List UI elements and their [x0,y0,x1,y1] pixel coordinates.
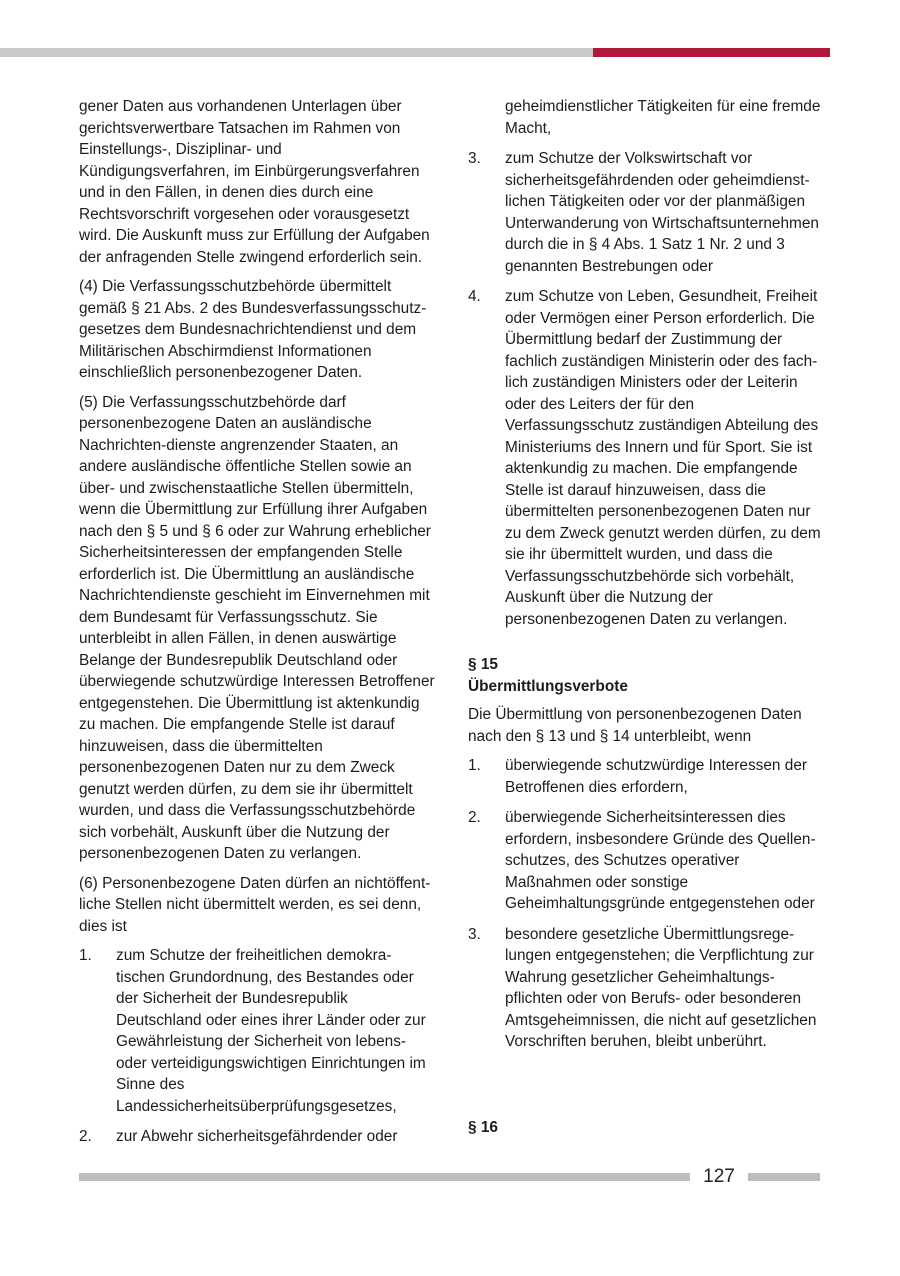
list-item [79,1126,435,1148]
list-text: überwiegende Sicherheitsinteressen dies erfordern, insbesondere Gründe des Quellenschutzes, des Schutzes operativer Maßnahmen oder sonstige Geheimhaltungsgründe entgegenstehen oder [505,809,816,912]
left-column [79,96,435,1157]
list-item [468,286,824,630]
list-item [468,148,824,277]
footer-rule-right [748,1173,820,1181]
paragraph-4: (4) Die Verfassungsschutzbehörde übermittelt gemäß § 21 Abs. 2 des Bundesverfassungsschutzgesetzes dem Bundesnachrichtendienst und dem Militärischen Abschirmdienst Informationen einschließlich personenbezogener Daten. [79,278,427,381]
section-16-heading: § 16 [468,1119,498,1136]
list-text: überwiegende schutzwürdige Interessen der Betroffenen dies erfordern, [505,757,808,796]
list-number: 2. [79,1128,92,1145]
list-item-continuation: geheimdienstlicher Tätigkeiten für eine fremde Macht, [505,98,821,137]
paragraph-continuation: gener Daten aus vorhandenen Unterlagen über gerichtsverwertbare Tatsachen im Rahmen von Einstellungs-, Disziplinar- und Kündigungsverfahren, im Einbürgerungsverfahren und in den Fällen, in denen dies durch eine Rechtsvorschrift vorgesehen oder vorausgesetzt wird. Die Auskunft muss zur Erfüllung der Aufgaben der anfragenden Stelle zwingend erforderlich sein. [79,98,430,266]
paragraph-6: (6) Personenbezogene Daten dürfen an nichtöffentliche Stellen nicht übermittelt werden, es sei denn, dies ist [79,874,431,935]
list-item [468,924,824,1053]
right-column [468,96,824,1062]
section-15-list [468,755,824,1053]
list-item [79,945,435,1117]
section-title: Übermittlungsverbote [468,678,628,695]
list-number: 1. [468,757,481,774]
list-text: besondere gesetzliche Übermittlungsregelungen entgegenstehen; die Verpflichtung zur Wahrung gesetzlicher Geheimhaltungspflichten oder von Berufs- oder besonderen Amtsgeheimnissen, die nicht auf gesetzlichen Vorschriften beruhen, bleibt unberührt. [505,925,817,1050]
list-number: 4. [468,288,481,305]
list-number: 1. [79,947,92,964]
list-number: 3. [468,925,481,943]
list-text: zum Schutze der Volkswirtschaft vor sicherheitsgefährdenden oder geheimdienstlichen Tätigkeiten oder vor der planmäßigen Unterwanderung von Wirtschaftsunternehmen durch die in § 4 Abs. 1 Satz 1 Nr. 2 und 3 genannten Bestrebungen oder [505,150,819,275]
list-text: zum Schutze der freiheitlichen demokratischen Grundordnung, des Bestandes oder der Sicherheit der Bundesrepublik Deutschland oder eines ihrer Länder oder zur Gewährleistung der Sicherheit von lebens- oder verteidigungswichtigen Einrichtungen im Sinne des Landessicherheitsüberprüfungsgesetzes, [116,947,426,1115]
footer-rule-left [79,1173,690,1181]
list-number: 3. [468,150,481,167]
paragraph-6-list-continued [468,148,824,630]
header-accent-bar [593,48,830,57]
list-number: 2. [468,809,481,826]
paragraph-6-list [79,945,435,1148]
page-number: 127 [703,1166,735,1187]
list-text: zum Schutze von Leben, Gesundheit, Freiheit oder Vermögen einer Person erforderlich. Die Übermittlung bedarf der Zustimmung der fachlich zuständigen Ministerin oder des fachlich zuständigen Ministers oder der Leiterin oder des Leiters der für den Verfassungsschutz zuständigen Abteilung des Ministeriums des Innern und für Sport. Sie ist aktenkundig zu machen. Die empfangende Stelle ist darauf hinzuweisen, dass die übermittelten personenbezogenen Daten nur zu dem Zweck genutzt werden dürfen, zu dem sie ihr übermittelt wurden, und dass die Verfassungsschutzbehörde sich vorbehält, Auskunft über die Nutzung der personenbezogenen Daten zu verlangen. [505,288,821,628]
section-number: § 15 [468,656,498,673]
header-rule [0,48,593,57]
list-item [468,755,824,798]
section-15-intro: Die Übermittlung von personenbezogenen Daten nach den § 13 und § 14 unterbleibt, wenn [468,706,802,745]
list-item [468,807,824,915]
list-text: zur Abwehr sicherheitsgefährdender oder [116,1128,398,1145]
paragraph-5: (5) Die Verfassungsschutzbehörde darf personenbezogene Daten an ausländische Nachrichten-dienste angrenzender Staaten, an andere ausländische öffentliche Stellen sowie an über- und zwischenstaatliche Stellen übermitteln, wenn die Übermittlung zur Erfüllung ihrer Aufgaben nach den § 5 und § 6 oder zur Wahrung erheblicher Sicherheitsinteressen der empfangenden Stelle erforderlich ist. Die Übermittlung an ausländische Nachrichtendienste geschieht im Einvernehmen mit dem Bundesamt für Verfassungsschutz. Sie unterbleibt in allen Fällen, in denen auswärtige Belange der Bundesrepublik Deutschland oder überwiegende schutzwürdige Interessen Betroffener entgegenstehen. Die Übermittlung ist aktenkundig zu machen. Die empfangende Stelle ist darauf hinzuweisen, dass die übermittelten personenbezogenen Daten nur zu dem Zweck genutzt werden dürfen, zu dem sie ihr übermittelt wurden, und dass die Verfassungsschutzbehörde sich vorbehält, Auskunft über die Nutzung der personenbezogenen Daten zu verlangen. [79,393,435,862]
section-15-heading [468,654,824,698]
